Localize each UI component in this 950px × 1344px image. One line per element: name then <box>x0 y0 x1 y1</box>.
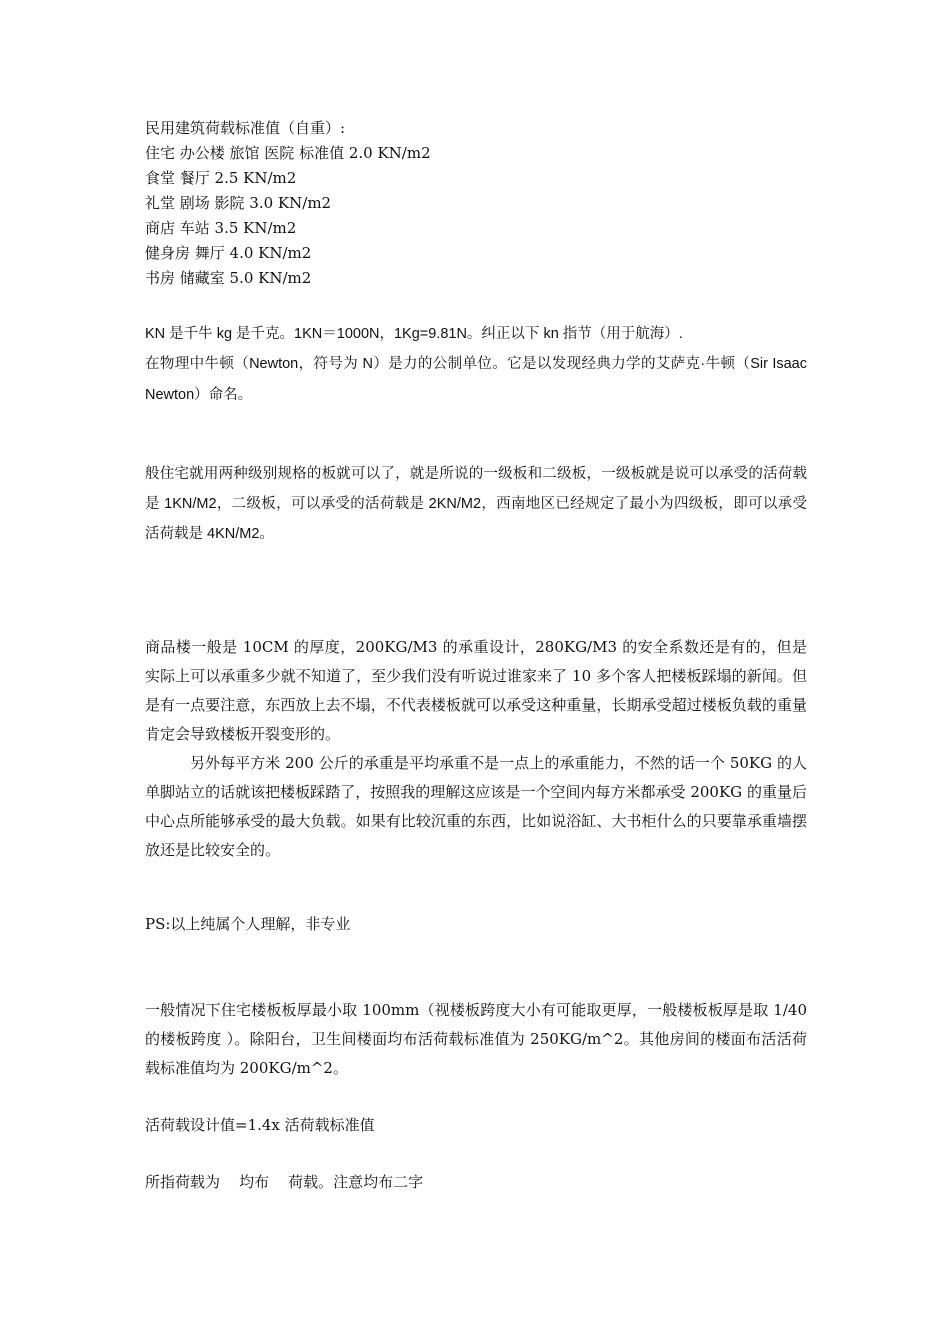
load-item: 礼堂 剧场 影院 3.0 KN/m2 <box>145 194 332 212</box>
load-item: 住宅 办公楼 旅馆 医院 标准值 2.0 KN/m2 <box>145 144 431 162</box>
kn-definition-line: KN 是千牛 kg 是千克。1KN＝1000N，1Kg=9.81N。纠正以下 kn 指节（用于航海）. <box>145 326 683 342</box>
ps-text: PS:以上纯属个人理解，非专业 <box>145 915 351 933</box>
slab-thickness-section <box>145 996 807 1083</box>
design-value-text: 活荷载设计值=1.4x 活荷载标准值 <box>145 1116 375 1134</box>
point-load-paragraph: 另外每平方米 200 公斤的承重是平均承重不是一点上的承重能力，不然的话一个 50KG 的人单脚站立的话就该把楼板踩踏了，按照我的理解这应该是一个空间内每方米都承受 200KG 的重量后中心点所能够承受的最大负载。如果有比较沉重的东西，比如说浴缸、大书柜什么的只要靠承重墙摆放还是比较安全的。 <box>145 754 807 859</box>
board-grade-paragraph: 般住宅就用两种级别规格的板就可以了，就是所说的一级板和二级板，一级板就是说可以承受的活荷载是 1KN/M2，二级板，可以承受的活荷载是 2KN/M2，西南地区已经规定了最小为四级板，即可以承受活荷载是 4KN/M2。 <box>145 466 807 542</box>
load-standards-title: 民用建筑荷载标准值（自重）: <box>145 119 346 137</box>
commercial-floor-section <box>145 633 807 865</box>
commercial-floor-paragraph: 商品楼一般是 10CM 的厚度，200KG/M3 的承重设计，280KG/M3 的安全系数还是有的，但是实际上可以承重多少就不知道了，至少我们没有听说过谁家来了 10 多个客人把楼板踩塌的新闻。但是有一点要注意，东西放上去不塌，不代表楼板就可以承受这种重量，长期承受超过楼板负载的重量肯定会导致楼板开裂变形的。 <box>145 638 807 743</box>
load-item: 商店 车站 3.5 KN/m2 <box>145 219 297 237</box>
newton-definition-paragraph: 在物理中牛顿（Newton，符号为 N）是力的公制单位。它是以发现经典力学的艾萨克·牛顿（Sir Isaac Newton）命名。 <box>145 356 807 403</box>
board-grade-section <box>145 459 807 549</box>
design-value-section <box>145 1113 807 1138</box>
load-item: 食堂 餐厅 2.5 KN/m2 <box>145 169 297 187</box>
load-standards-section <box>145 116 807 291</box>
slab-thickness-paragraph: 一般情况下住宅楼板板厚最小取 100mm（视楼板跨度大小有可能取更厚，一般楼板板厚是取 1/40 的楼板跨度 ）。除阳台，卫生间楼面均布活荷载标准值为 250KG/m^2。其他房间的楼面布活活荷载标准值均为 200KG/m^2。 <box>145 1001 807 1077</box>
kn-definition-section <box>145 320 807 411</box>
load-item: 书房 储藏室 5.0 KN/m2 <box>145 269 312 287</box>
load-item: 健身房 舞厅 4.0 KN/m2 <box>145 244 312 262</box>
ps-note <box>145 912 807 937</box>
uniform-load-note-text: 所指荷载为 均布 荷载。注意均布二字 <box>145 1173 424 1191</box>
uniform-load-note-section <box>145 1170 807 1195</box>
